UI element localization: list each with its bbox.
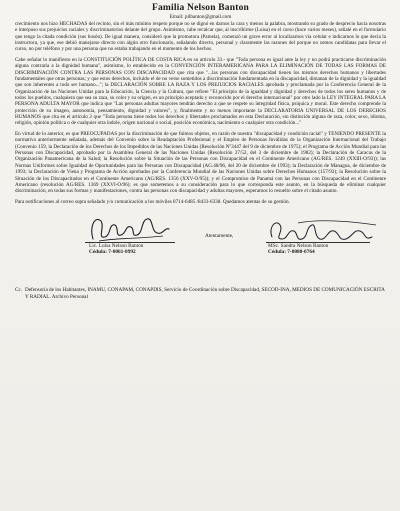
cc-mark: Cc. xyxy=(15,287,23,294)
signature-block-luisa xyxy=(75,209,185,269)
cc-recipients: Defensoría de los Habitantes, INAMU, CONAPAM, CONAPDIS, Servicio de Coordinación sobre Discapacidad, SECOD-INA, MEDIOS DE COMUNICACIÓN ESCRITA Y RADIAL. Archivo Personal xyxy=(25,287,385,300)
signer-left-id: Cédula: 7-0061-0992 xyxy=(89,249,136,256)
letterhead xyxy=(15,3,386,20)
paragraph-incident: crecimiento nos hizo HECHADAS del recinto, sin el más mínimo respeto porque no se dignó en darnos la cara y menos la palabra, mostrando su grado de desprecio hacia nosotras e interpuso sus prejuicios raciales y discriminatorios delante del grupo. Asimismo, cabe recalcar que, al inscribirme (Luisa) en el curso (hace varios meses), señalé en el formulario que tengo la citada condición (sus busón). De igual manera, consideró que la promotora (Pamela), comenzó un grave error al localizarnos vía celular e indicarnos lo que decía la instructora, ya que, ese debió manejarse directo con algún otro funcionario, señalando directo, personal y claramente las razones del porque no somos candidatas para llevar el curso, no por teléfono y por una persona que no estaba trabajando en el momento de los hechos. xyxy=(15,21,386,53)
signature-area xyxy=(15,209,386,285)
letterhead-title: Familia Nelson Banton xyxy=(151,3,250,13)
signer-right-id: Cédula: 7-0080-0764 xyxy=(268,249,315,256)
signer-right-name: MSc. Sandra Nelson Banton xyxy=(268,243,329,250)
signer-right xyxy=(268,243,328,255)
signer-left-name: Lic. Luisa Nelson Banton xyxy=(89,243,144,250)
closing-text: Atentamente, xyxy=(205,233,234,240)
paragraph-legal-framework: Cabe señalar lo manifiesto en la CONSTITUCIÓN POLÍTICA DE COSTA RICA en su artículo 33.- que "Toda persona es igual ante la ley y no podrá practicarse discriminación alguna contraria a la dignidad humana", asimismo, lo establecido en la CONVENCIÓN INTERAMERICANA PARA LA ELIMINACIÓN DE TODAS LAS FORMAS DE DISCRIMINACIÓN CONTRA LAS PERSONAS CON DISCAPACIDAD que cita que "...las personas con discapacidad tienen los mismos derechos humanos y libertades fundamentales que otras personas; y que estos derechos, incluido el de no verse sometidos a discriminación fundamentada en la discapacidad, dimanan de la dignidad y la igualdad que son inherentes a todo ser humano..."; la DECLARACIÓN SOBRE LA RAZA Y LOS PREJUICIOS RACIALES aprobada y proclamada por la Conferencia General de la Organización de las Naciones Unidas para la Educación, la Ciencia y la Cultura, que refiere "El principio de la igualdad y dignidad y derechos de todos los seres humanos y de todos los pueblos, cualquiera que sea su raza, su color y su origen, es un principio aceptado y reconocido por el derecho internacional" por otro lado la LEY INTEGRAL PARA LA PERSONA ADULTA MAYOR que indica que "Las personas adultas mayores tendrán derecho a que se respete su integridad física, psíquica y moral. Este derecho comprende la protección de su imagen, autonomía, pensamiento, dignidad y valores", y, finalmente y no menos importante la DECLARATORIA UNIVERSAL DE LOS DERECHOS HUMANOS que cita en el artículo 2 que "Toda persona tiene todos los derechos y libertades proclamados en esta Declaración, sin distinción alguna de raza, color, sexo, idioma, religión, opinión política o de cualquier otra índole, origen nacional o social, posición económica, nacimiento o cualquier otra condición..." xyxy=(15,57,386,127)
paragraph-request: En virtud de lo anterior, es que PREOCUPADAS por la discriminación de que fuimos objetos, en razón de nuestra "discapacidad y condición racial" y TENIENDO PRESENTE la normativa anteriormente señalada, además del Convenio sobre la Readaptación Profesional y el Empleo de Personas Inválidas de la Organización Internacional del Trabajo (Convenio 159, la Declaración de los Derechos de los Impedidos de las Naciones Unidas (Resolución Nº3447 del 9 de diciembre de 1975); el Programa de Acción Mundial para las Personas con Discapacidad, aprobado por la Asamblea General de las Naciones Unidas (Resolución 37/52, del 3 de diciembre de 1982); la Declaración de Caracas de la Organización Panamericana de la Salud; la Resolución sobre la Situación de las Personas con Discapacidad en el Continente Americano (AG/RES. 1249 (XXIII-O/93)); las Normas Uniformes sobre Igualdad de Oportunidades para las Personas con Discapacidad (AG.48/96, del 20 de diciembre de 1993); la Declaración de Managua, de diciembre de 1993; la Declaración de Viena y Programa de Acción aprobados por la Conferencia Mundial de las Naciones Unidas sobre Derechos Humanos (157/93); la Resolución sobre la Situación de los Discapacitados en el Continente Americano (AG/RES. 1356 (XXV-O/95)); y el Compromiso de Panamá con las Personas con Discapacidad en el Continente Americano (resolución AG/RES. 1369 (XXVI-O/96); es que sometemos a su consideración para lo que corresponda este asunto, en la búsqueda de eliminar cualquier discriminación, en todas sus formas y manifestaciones, contra las personas con discapacidad y adultas mayores, esperamos lo resuelto sobre el citado asunto. xyxy=(15,131,386,195)
letterhead-email: Email: pilbanton@gmail.com xyxy=(169,14,232,20)
signature-block-sandra xyxy=(258,215,388,271)
paragraph-contact: Para notificaciones al correo supra señalado y/o comunicación a los móviles 8714-6485 /8433-6338. Quedamos atentas de su gestión. xyxy=(15,198,290,205)
signer-left xyxy=(89,243,143,255)
letter-body xyxy=(15,21,386,205)
carbon-copy xyxy=(15,287,386,300)
